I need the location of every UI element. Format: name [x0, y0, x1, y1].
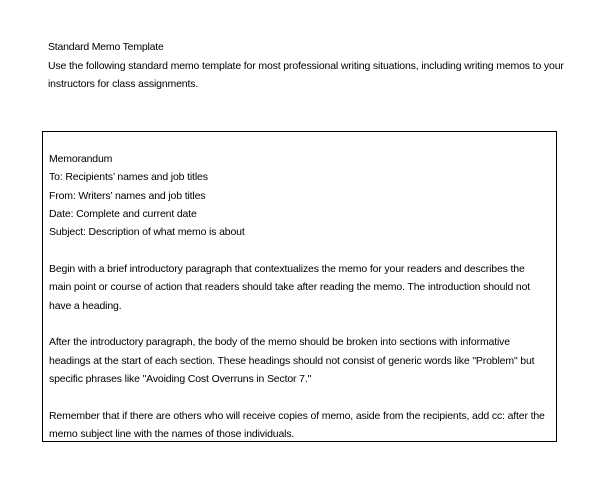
memo-template-box [42, 131, 557, 442]
memo-paragraph-cc: Remember that if there are others who will receive copies of memo, aside from the recipients, add cc: after the memo subject line with the names of those individuals. [49, 409, 545, 441]
document-description: Use the following standard memo template for most professional writing situations, including writing memos to your instructors for class assignments. [48, 59, 564, 90]
memo-date-line: Date: Complete and current date [49, 207, 197, 220]
memo-heading: Memorandum [49, 153, 113, 165]
memo-to-line: To: Recipients’ names and job titles [49, 171, 208, 184]
document-title: Standard Memo Template [48, 41, 164, 53]
memo-header [49, 150, 550, 241]
memo-paragraph-body: After the introductory paragraph, the body of the memo should be broken into sections with informative headings at the start of each section. These headings should not consist of generic words like "Problem" but specific phrases like "Avoiding Cost Overruns in Sector 7." [49, 336, 535, 385]
template-intro [48, 38, 568, 94]
memo-subject-line: Subject: Description of what memo is about [49, 226, 245, 239]
memo-from-line: From: Writers’ names and job titles [49, 189, 206, 202]
memo-paragraph-intro: Begin with a brief introductory paragraph that contextualizes the memo for your readers and describes the main point or course of action that readers should take after reading the memo. The introduction should not have a heading. [49, 262, 531, 312]
